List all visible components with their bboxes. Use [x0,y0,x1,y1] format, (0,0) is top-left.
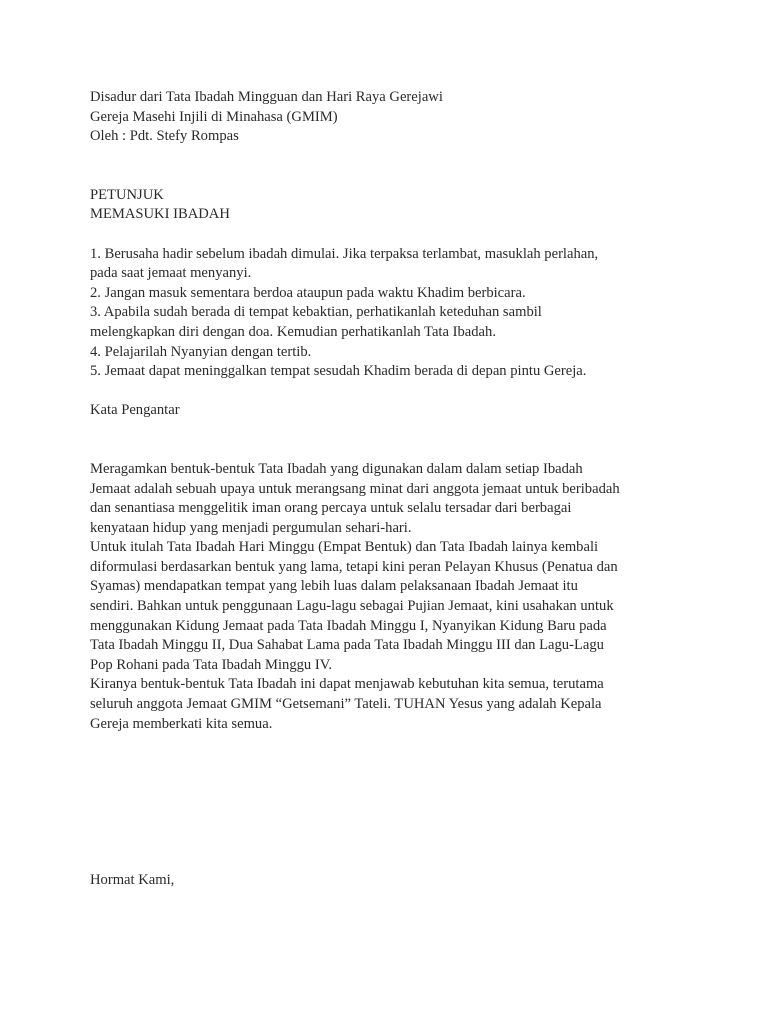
foreword-section [90,401,690,734]
list-item [90,284,690,304]
list-item [90,245,690,284]
instructions-subheading: MEMASUKI IBADAH [90,206,230,223]
list-item-line: 2. Jangan masuk sementara berdoa ataupun pada waktu Khadim berbicara. [90,284,526,301]
foreword-body [90,460,690,734]
instructions-list [90,245,690,382]
header-line-source: Disadur dari Tata Ibadah Mingguan dan Hari Raya Gerejawi [90,89,443,105]
foreword-line: Untuk itulah Tata Ibadah Hari Minggu (Empat Bentuk) dan Tata Ibadah lainya kembali [90,539,599,556]
list-item [90,362,690,382]
foreword-line: Jemaat adalah sebuah upaya untuk merangsang minat dari anggota jemaat untuk beribadah [90,480,620,497]
list-item-line: 3. Apabila sudah berada di tempat kebaktian, perhatikanlah keteduhan sambil [90,304,542,321]
list-item-line: 1. Berusaha hadir sebelum ibadah dimulai. Jika terpaksa terlambat, masuklah perlahan, [90,245,599,262]
foreword-line: dan senantiasa menggelitik iman orang percaya untuk selalu tersadar dari berbagai [90,500,572,517]
document-header [90,88,690,147]
foreword-line: Kiranya bentuk-bentuk Tata Ibadah ini dapat menjawab kebutuhan kita semua, terutama [90,676,604,693]
list-item [90,303,690,342]
foreword-line: seluruh anggota Jemaat GMIM “Getsemani” Tateli. TUHAN Yesus yang adalah Kepala [90,696,602,713]
list-item-line: 5. Jemaat dapat meninggalkan tempat sesudah Khadim berada di depan pintu Gereja. [90,363,587,380]
foreword-line: Gereja memberkati kita semua. [90,715,273,732]
foreword-title: Kata Pengantar [90,402,180,419]
header-line-church: Gereja Masehi Injili di Minahasa (GMIM) [90,108,338,125]
list-item-line: melengkapkan diri dengan doa. Kemudian perhatikanlah Tata Ibadah. [90,323,496,340]
foreword-line: diformulasi berdasarkan bentuk yang lama, tetapi kini peran Pelayan Khusus (Penatua dan [90,558,618,575]
foreword-line: Meragamkan bentuk-bentuk Tata Ibadah yang digunakan dalam dalam setiap Ibadah [90,460,583,477]
foreword-line: Tata Ibadah Minggu II, Dua Sahabat Lama pada Tata Ibadah Minggu III dan Lagu-Lagu [90,637,604,654]
foreword-line: Syamas) mendapatkan tempat yang lebih luas dalam pelaksanaan Ibadah Jemaat itu [90,578,578,595]
foreword-line: menggunakan Kidung Jemaat pada Tata Ibadah Minggu I, Nyanyikan Kidung Baru pada [90,617,607,634]
closing-signature: Hormat Kami, [90,872,175,889]
list-item [90,343,690,363]
instructions-heading: PETUNJUK [90,186,164,203]
document-page [90,88,690,891]
foreword-line: kenyataan hidup yang menjadi pergumulan sehari-hari. [90,519,412,536]
foreword-line: sendiri. Bahkan untuk penggunaan Lagu-lagu sebagai Pujian Jemaat, kini usahakan untuk [90,598,614,615]
instructions-section [90,186,690,382]
header-line-author: Oleh : Pdt. Stefy Rompas [90,128,239,145]
list-item-line: 4. Pelajarilah Nyanyian dengan tertib. [90,343,312,360]
list-item-line: pada saat jemaat menyanyi. [90,265,252,282]
foreword-line: Pop Rohani pada Tata Ibadah Minggu IV. [90,656,333,673]
